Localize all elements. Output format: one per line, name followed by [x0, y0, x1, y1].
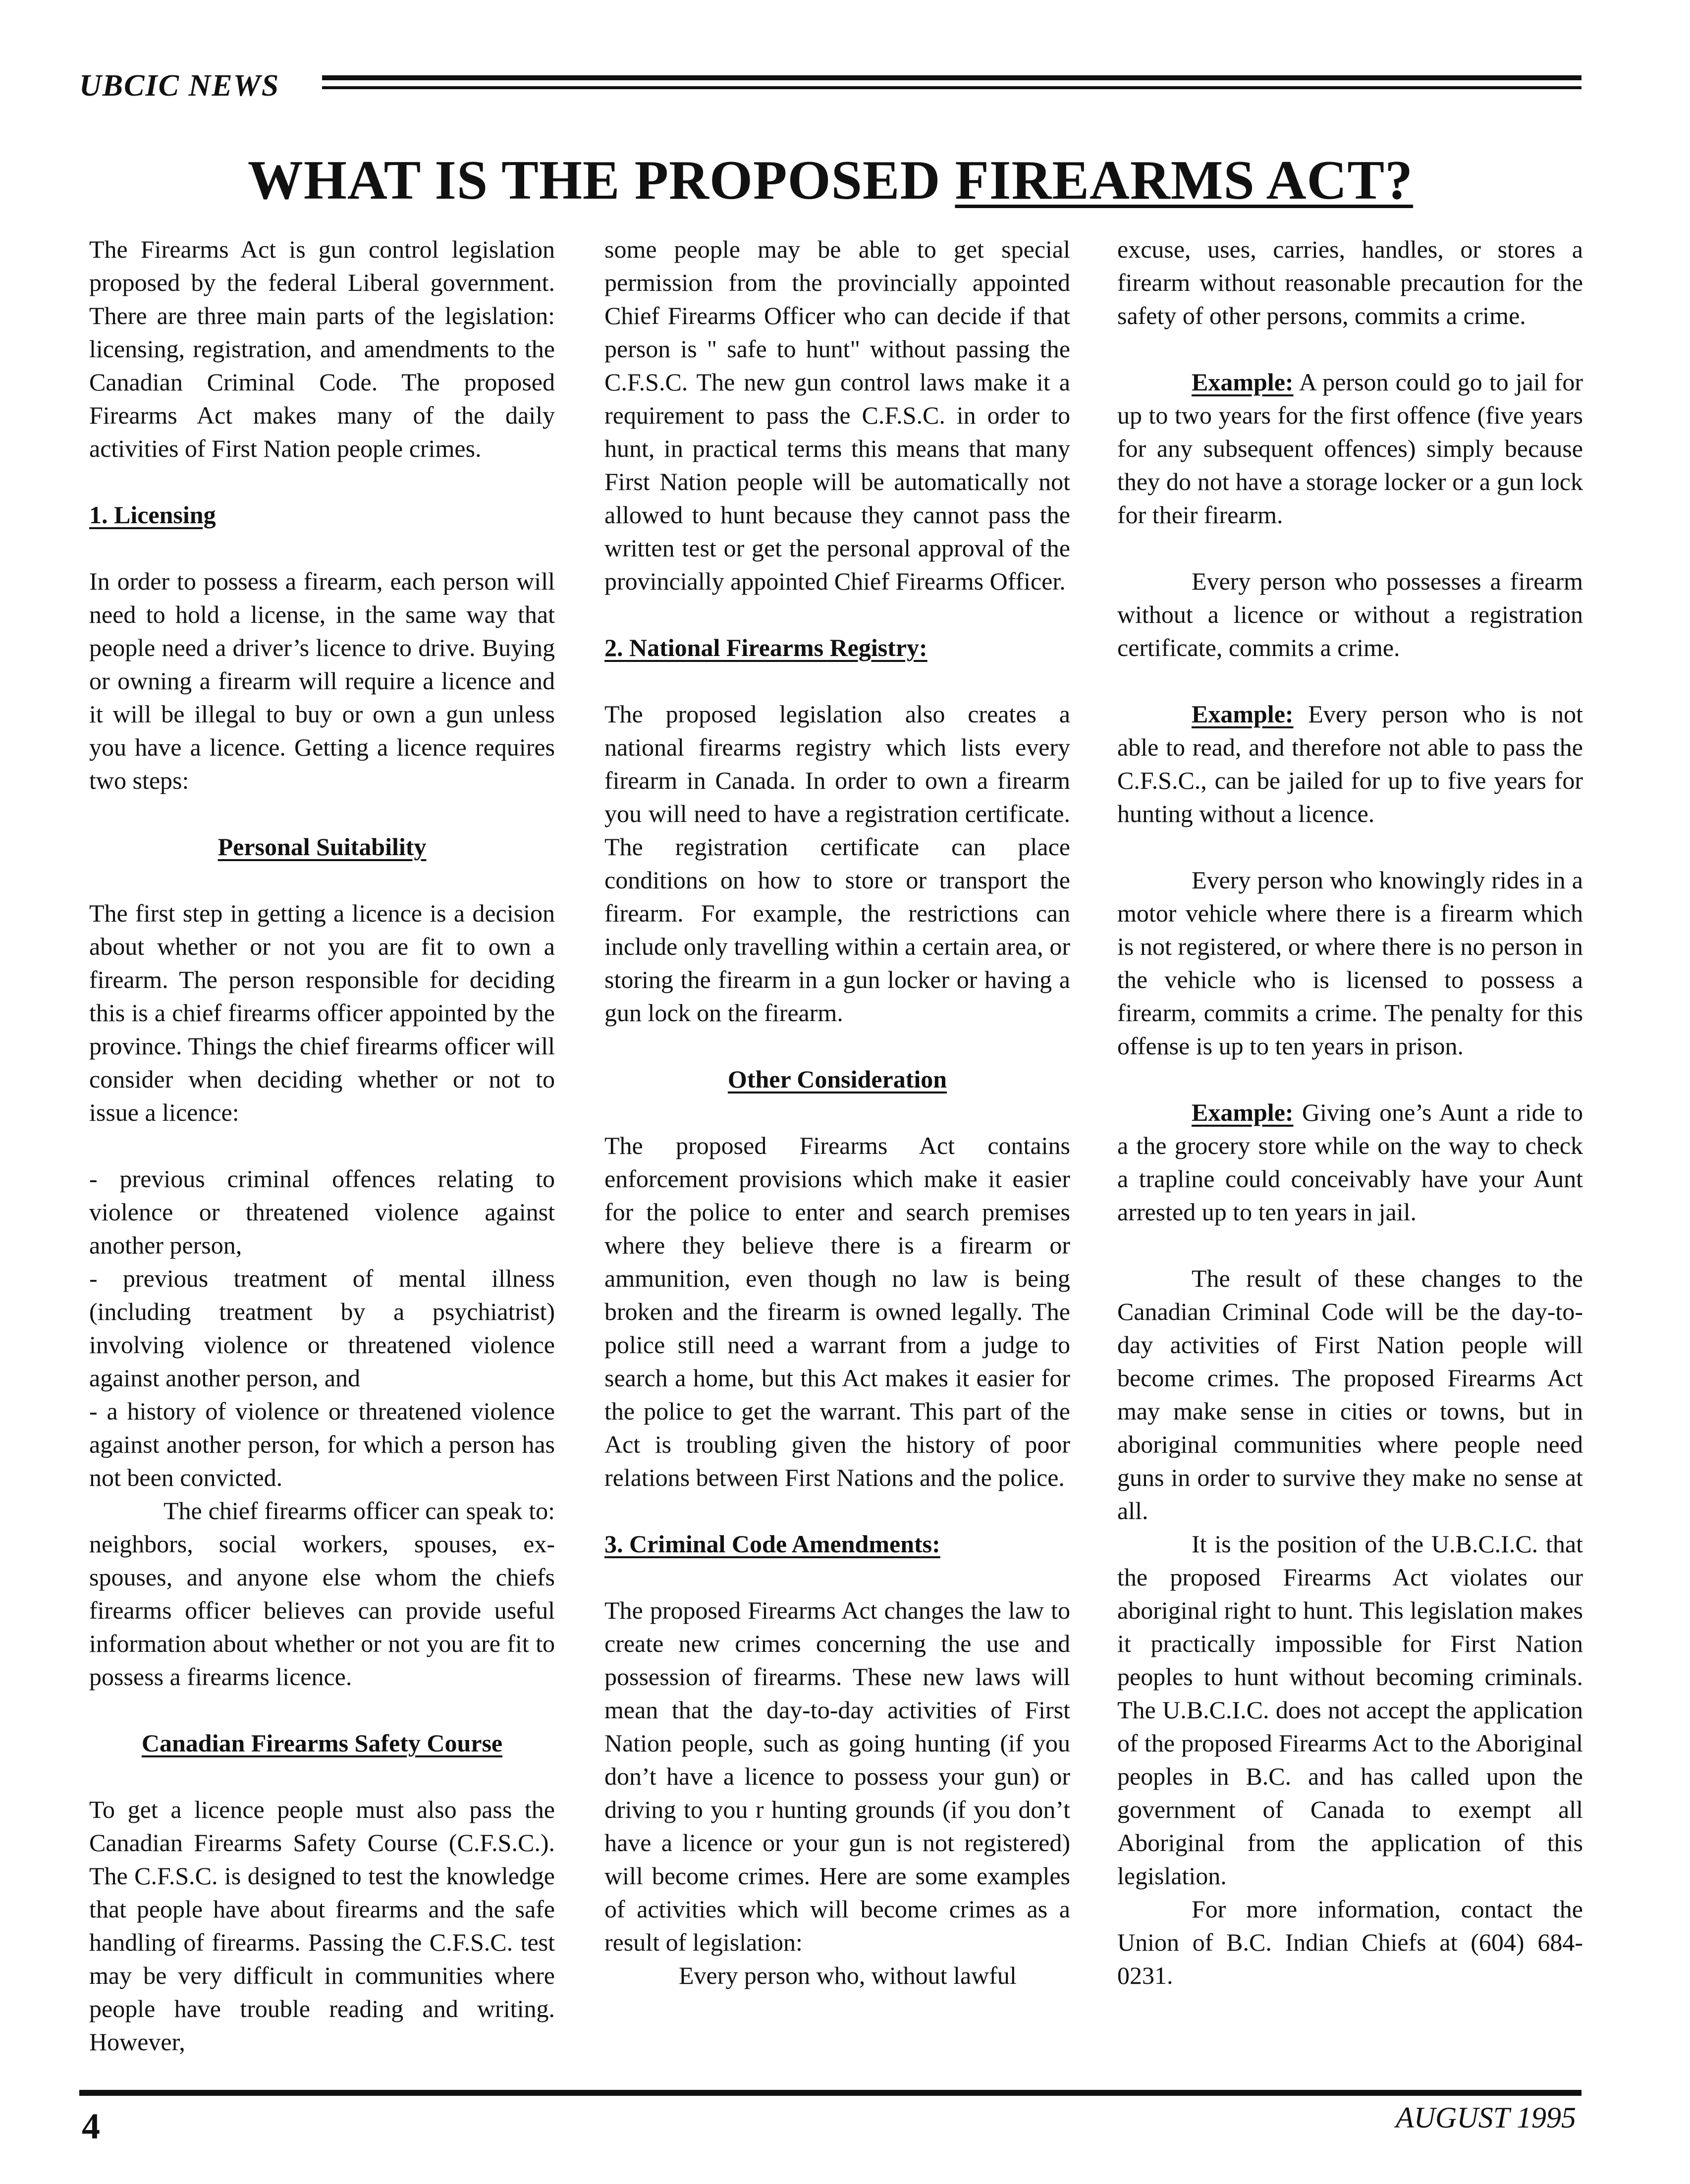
column-2	[604, 233, 1070, 2066]
example-paragraph	[1117, 366, 1583, 532]
criteria-item: - a history of violence or threatened violence against another person, for which a person has not been convicted.	[89, 1397, 555, 1491]
criminal-code-paragraph: The proposed Firearms Act changes the law to create new crimes concerning the use and possession of firearms. These new laws will mean that the day-to-day activities of First Nation people, such as going hunting (if you don’t have a licence to possess your gun) or driving to you r hunting grounds (if you don’t have a licence or your gun is not registered) will become crimes. Here are some examples of activities which will become crimes as a result of legislation:	[604, 1596, 1070, 1956]
licence-offence-paragraph: Every person who possesses a firearm without a licence or without a registration certificate, commits a crime.	[1117, 567, 1583, 661]
issue-date: AUGUST 1995	[1396, 2101, 1576, 2134]
offence-continued-paragraph: excuse, uses, carries, handles, or stores a firearm without reasonable precaution for the safety of other persons, commits a crime.	[1117, 235, 1583, 329]
footer-rule	[79, 2090, 1581, 2096]
course-continued-paragraph: some people may be able to get special permission from the provincially appointed Chief Firearms Officer who can decide if that person is " safe to hunt" without passing the C.F.S.C. The new gun control laws make it a requirement to pass the C.F.S.C. in order to hunt, in practical terms this means that many First Nation people will be automatically not allowed to hunt because they cannot pass the written test or get the personal approval of the provincially appointed Chief Firearms Officer.	[604, 235, 1070, 595]
result-paragraph: The result of these changes to the Canadian Criminal Code will be the day-to-day activities of First Nation people will become crimes. The proposed Firearms Act may make sense in cities or towns, but in aboriginal communities where people need guns in order to survive they make no sense at all.	[1117, 1264, 1583, 1525]
position-paragraph: It is the position of the U.B.C.I.C. that the proposed Firearms Act violates our aboriginal right to hunt. This legislation makes it practically impossible for First Nation peoples to hunt without becoming criminals. The U.B.C.I.C. does not accept the application of the proposed Firearms Act to the Aboriginal peoples in B.C. and has called upon the government of Canada to exempt all Aboriginal from the application of this legislation.	[1117, 1530, 1583, 1890]
every-person-line: Every person who, without lawful	[679, 1962, 1017, 1989]
registry-paragraph: The proposed legislation also creates a national firearms registry which lists every firearm in Canada. In order to own a firearm you will need to have a registration certificate. The registration certificate can place conditions on how to store or transport the firearm. For example, the restrictions can include only travelling within a certain area, or storing the firearm in a gun locker or having a gun lock on the firearm.	[604, 700, 1070, 1027]
column-1	[89, 233, 555, 2066]
masthead-rule	[322, 75, 1581, 89]
masthead	[79, 68, 1581, 108]
registry-heading: 2. National Firearms Registry:	[604, 634, 927, 661]
example-paragraph	[1117, 698, 1583, 830]
example-text: Giving one’s Aunt a ride to a the grocery store while on the way to check a trapline could conceivably have your Aunt arrested up to ten years in jail.	[1117, 1098, 1583, 1226]
example-text: A person could go to jail for up to two years for the first offence (five years for any subsequent offences) simply because they do not have a storage locker or a gun lock for their firearm.	[1117, 368, 1583, 529]
example-paragraph	[1117, 1096, 1583, 1229]
other-consideration-heading: Other Consideration	[727, 1065, 947, 1093]
title-underlined: FIREARMS ACT?	[955, 150, 1414, 211]
example-label: Example:	[1192, 1098, 1294, 1126]
article-title	[79, 149, 1581, 213]
officer-paragraph: The chief firearms officer can speak to: neighbors, social workers, spouses, ex-spouses, and anyone else whom the chiefs firearms officer believes can provide useful information about whether or not you are fit to possess a firearms licence.	[89, 1497, 555, 1691]
page-number: 4	[82, 2106, 100, 2147]
column-3	[1117, 233, 1583, 2066]
example-label: Example:	[1192, 700, 1294, 728]
criteria-item: - previous criminal offences relating to violence or threatened violence against another person,	[89, 1165, 555, 1259]
title-prefix: WHAT IS THE PROPOSED	[247, 150, 955, 211]
licensing-paragraph: In order to possess a firearm, each person will need to hold a license, in the same way that people need a driver’s licence to drive. Buying or owning a firearm will require a licence and it will be illegal to buy or own a gun unless you have a licence. Getting a licence requires two steps:	[89, 567, 555, 794]
criminal-code-heading: 3. Criminal Code Amendments:	[604, 1530, 940, 1558]
vehicle-offence-paragraph: Every person who knowingly rides in a motor vehicle where there is a firearm which is not registered, or where there is no person in the vehicle who is licensed to possess a firearm, commits a crime. The penalty for this offense is up to ten years in prison.	[1117, 866, 1583, 1060]
course-paragraph: To get a licence people must also pass the Canadian Firearms Safety Course (C.F.S.C.). The C.F.S.C. is designed to test the knowledge that people have about firearms and the safe handling of firearms. Passing the C.F.S.C. test may be very difficult in communities where people have trouble reading and writing. However,	[89, 1796, 555, 2056]
licensing-heading: 1. Licensing	[89, 501, 216, 529]
contact-paragraph: For more information, contact the Union of B.C. Indian Chiefs at (604) 684-0231.	[1117, 1895, 1583, 1989]
other-consideration-paragraph: The proposed Firearms Act contains enforcement provisions which make it easier for the police to enter and search premises where they believe there is a firearm or ammunition, even though no law is being broken and the firearm is owned legally. The police still need a warrant from a judge to search a home, but this Act makes it easier for the police to get the warrant. This part of the Act is troubling given the history of poor relations between First Nations and the police.	[604, 1132, 1070, 1491]
intro-paragraph: The Firearms Act is gun control legislation proposed by the federal Liberal government. There are three main parts of the legislation: licensing, registration, and amendments to the Canadian Criminal Code. The proposed Firearms Act makes many of the daily activities of First Nation people crimes.	[89, 235, 555, 462]
example-label: Example:	[1192, 368, 1294, 396]
course-heading: Canadian Firearms Safety Course	[141, 1729, 503, 1757]
suitability-paragraph: The first step in getting a licence is a decision about whether or not you are fit to own a firearm. The person responsible for deciding this is a chief firearms officer appointed by the province. Things the chief firearms officer will consider when deciding whether or not to issue a licence:	[89, 899, 555, 1126]
publication-name: UBCIC NEWS	[79, 69, 280, 103]
criteria-item: - previous treatment of mental illness (including treatment by a psychiatrist) involving violence or threatened violence against another person, and	[89, 1264, 555, 1392]
example-text: Every person who is not able to read, and therefore not able to pass the C.F.S.C., can be jailed for up to five years for hunting without a licence.	[1117, 700, 1583, 827]
suitability-heading: Personal Suitability	[218, 833, 427, 861]
